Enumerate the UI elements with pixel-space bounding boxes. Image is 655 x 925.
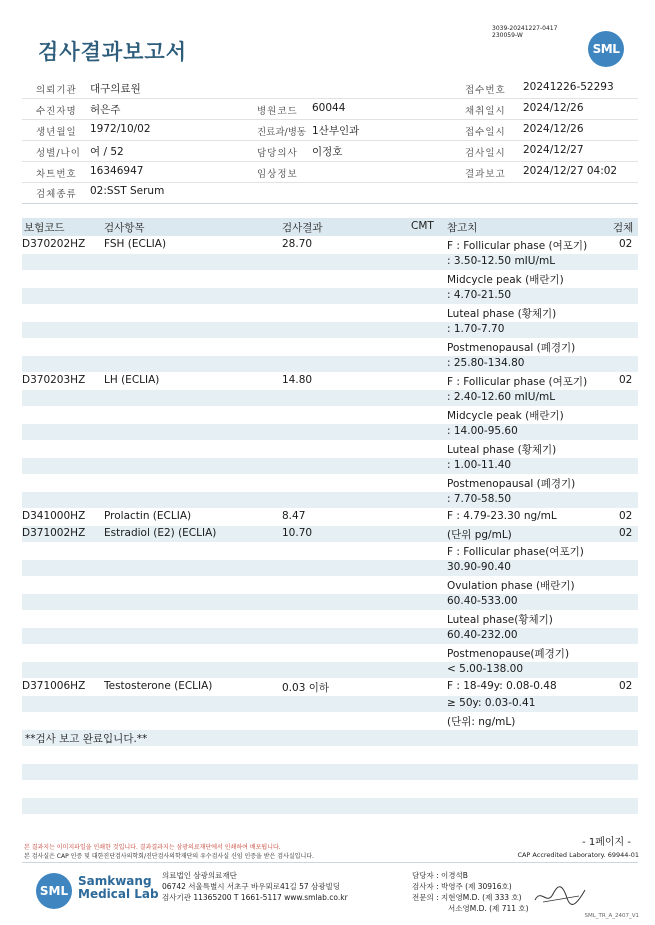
row-stripe: [22, 492, 638, 508]
doctor-value: 이정호: [312, 146, 343, 158]
cell-item: Testosterone (ECLIA): [104, 680, 213, 692]
cell-reference: : 4.70-21.50: [447, 289, 512, 301]
cell-result: 14.80: [282, 374, 313, 386]
cell-reference: : 25.80-134.80: [447, 357, 525, 369]
document-id: 3039-20241227-0417 230059-W: [492, 25, 558, 39]
institution-value: 대구의료원: [90, 83, 141, 95]
row-stripe: [22, 424, 638, 440]
sml-footer-logo: SML: [36, 873, 72, 909]
cell-code: D370202HZ: [22, 238, 86, 250]
cell-result: 8.47: [282, 510, 306, 522]
results-table-header: [22, 218, 638, 236]
info-row: 검체종류 02:SST Serum: [36, 185, 165, 200]
report-date-value: 2024/12/27 04:02: [523, 165, 618, 177]
cell-code: D341000HZ: [22, 510, 86, 522]
test-date-value: 2024/12/27: [523, 144, 584, 156]
divider: [22, 862, 638, 863]
cell-reference: : 1.70-7.70: [447, 323, 505, 335]
cell-code: D371002HZ: [22, 527, 86, 539]
row-stripe: [22, 594, 638, 610]
cell-reference: (단위 pg/mL): [447, 529, 512, 541]
divider: [22, 203, 638, 204]
birth-value: 1972/10/02: [90, 123, 151, 135]
cell-result: 0.03 이하: [282, 682, 330, 694]
cell-reference: : 1.00-11.40: [447, 459, 512, 471]
org-info: 의료법인 삼광의료재단 06742 서울특별시 서초구 바우뫼로41길 57 삼광빌딩 검사기관 11365200 T 1661-5117 www.smlab.co.kr: [162, 871, 348, 902]
cell-specimen: 02: [619, 680, 633, 692]
cell-code: D370203HZ: [22, 374, 86, 386]
report-complete-note: **검사 보고 완료입니다.**: [25, 733, 148, 745]
cell-reference: : 3.50-12.50 mIU/mL: [447, 255, 556, 267]
info-row: 생년월일 1972/10/02 진료과/병동 1산부인과 접수일시 2024/12/26: [22, 120, 638, 141]
cell-reference: 60.40-232.00: [447, 629, 518, 641]
cell-result: 10.70: [282, 527, 313, 539]
col-cmt: CMT: [411, 220, 434, 232]
department-value: 1산부인과: [312, 125, 360, 137]
cell-specimen: 02: [619, 527, 633, 539]
footer-accreditation: 본 검사실은 CAP 인증 및 대한진단검사의학회/진단검사의학재단의 우수검사실 신임 인증을 받은 검사실입니다.: [24, 853, 314, 860]
cell-reference: F : Follicular phase(여포기): [447, 546, 584, 558]
cell-code: D371006HZ: [22, 680, 86, 692]
cell-reference: : 14.00-95.60: [447, 425, 518, 437]
info-row: 수진자명 허은주 병원코드 60044 채취일시 2024/12/26: [22, 99, 638, 120]
cell-reference: : 2.40-12.60 mIU/mL: [447, 391, 556, 403]
cell-reference: F : 18-49y: 0.08-0.48: [447, 680, 557, 692]
cell-item: FSH (ECLIA): [104, 238, 167, 250]
report-title: 검사결과보고서: [38, 40, 188, 64]
cell-item: Estradiol (E2) (ECLIA): [104, 527, 217, 539]
cell-reference: Midcycle peak (배란기): [447, 410, 564, 422]
receipt-no-value: 20241226-52293: [523, 81, 614, 93]
cell-reference: Postmenopause(폐경기): [447, 648, 570, 660]
receipt-date-value: 2024/12/26: [523, 123, 584, 135]
form-code: SML_TR_A_2407_V1: [584, 913, 639, 919]
cell-reference: Luteal phase(황체기): [447, 614, 553, 626]
row-stripe: [22, 356, 638, 372]
row-stripe: [22, 560, 638, 576]
hospital-code-value: 60044: [312, 102, 346, 114]
cell-specimen: 02: [619, 374, 633, 386]
cell-reference: Midcycle peak (배란기): [447, 274, 564, 286]
cell-reference: Postmenopausal (폐경기): [447, 342, 576, 354]
col-specimen: 검체: [613, 222, 634, 234]
cell-reference: : 7.70-58.50: [447, 493, 512, 505]
row-stripe: [22, 696, 638, 712]
info-row: 차트번호 16346947 임상정보 결과보고 2024/12/27 04:02: [22, 162, 638, 183]
info-row: 의뢰기관 대구의료원 접수번호 20241226-52293: [22, 78, 638, 99]
cell-reference: F : Follicular phase (여포기): [447, 376, 588, 388]
cell-reference: Luteal phase (황체기): [447, 308, 557, 320]
patient-name-value: 허은주: [90, 104, 121, 116]
col-code: 보험코드: [24, 222, 65, 234]
footer-note: 본 결과지는 이미지파일을 인쇄한 것입니다. 결과결과지는 삼광의료재단에서 인쇄하여 배포됩니다.: [24, 844, 281, 851]
sml-logo: SML: [588, 31, 624, 67]
chart-no-value: 16346947: [90, 165, 144, 177]
specimen-value: 02:SST Serum: [90, 185, 165, 197]
cell-reference: ≥ 50y: 0.03-0.41: [447, 697, 536, 709]
row-stripe: [22, 764, 638, 780]
cell-reference: F : 4.79-23.30 ng/mL: [447, 510, 557, 522]
sex-age-value: 여 / 52: [90, 146, 124, 158]
cell-reference: (단위: ng/mL): [447, 716, 516, 728]
cell-reference: Luteal phase (황체기): [447, 444, 557, 456]
brand-name: Samkwang Medical Lab: [78, 874, 159, 901]
cell-item: LH (ECLIA): [104, 374, 160, 386]
row-stripe: [22, 798, 638, 814]
cell-reference: < 5.00-138.00: [447, 663, 524, 675]
signature: [533, 880, 588, 910]
collection-date-value: 2024/12/26: [523, 102, 584, 114]
row-stripe: [22, 288, 638, 304]
row-stripe: [22, 662, 638, 678]
cell-reference: Postmenopausal (폐경기): [447, 478, 576, 490]
col-ref: 참고치: [447, 222, 478, 234]
row-stripe: [22, 322, 638, 338]
cell-reference: 30.90-90.40: [447, 561, 511, 573]
col-item: 검사항목: [104, 222, 145, 234]
cell-reference: Ovulation phase (배란기): [447, 580, 575, 592]
row-stripe: [22, 458, 638, 474]
row-stripe: [22, 628, 638, 644]
info-row: 성별/나이 여 / 52 담당의사 이정호 검사일시 2024/12/27: [22, 141, 638, 162]
cell-item: Prolactin (ECLIA): [104, 510, 192, 522]
cell-reference: 60.40-533.00: [447, 595, 518, 607]
cap-accreditation: CAP Accredited Laboratory. 69944-01: [517, 851, 639, 859]
col-result: 검사결과: [282, 222, 323, 234]
cell-result: 28.70: [282, 238, 313, 250]
page-number: - 1페이지 -: [582, 837, 631, 848]
cell-specimen: 02: [619, 510, 633, 522]
cell-reference: F : Follicular phase (여포기): [447, 240, 588, 252]
cell-specimen: 02: [619, 238, 633, 250]
staff-info: 담당자 : 이경석B 검사자 : 박영주 (제 30916호) 전문의 : 지현영M.D. (제 333 호) 서소영M.D. (제 711 호): [412, 871, 529, 913]
